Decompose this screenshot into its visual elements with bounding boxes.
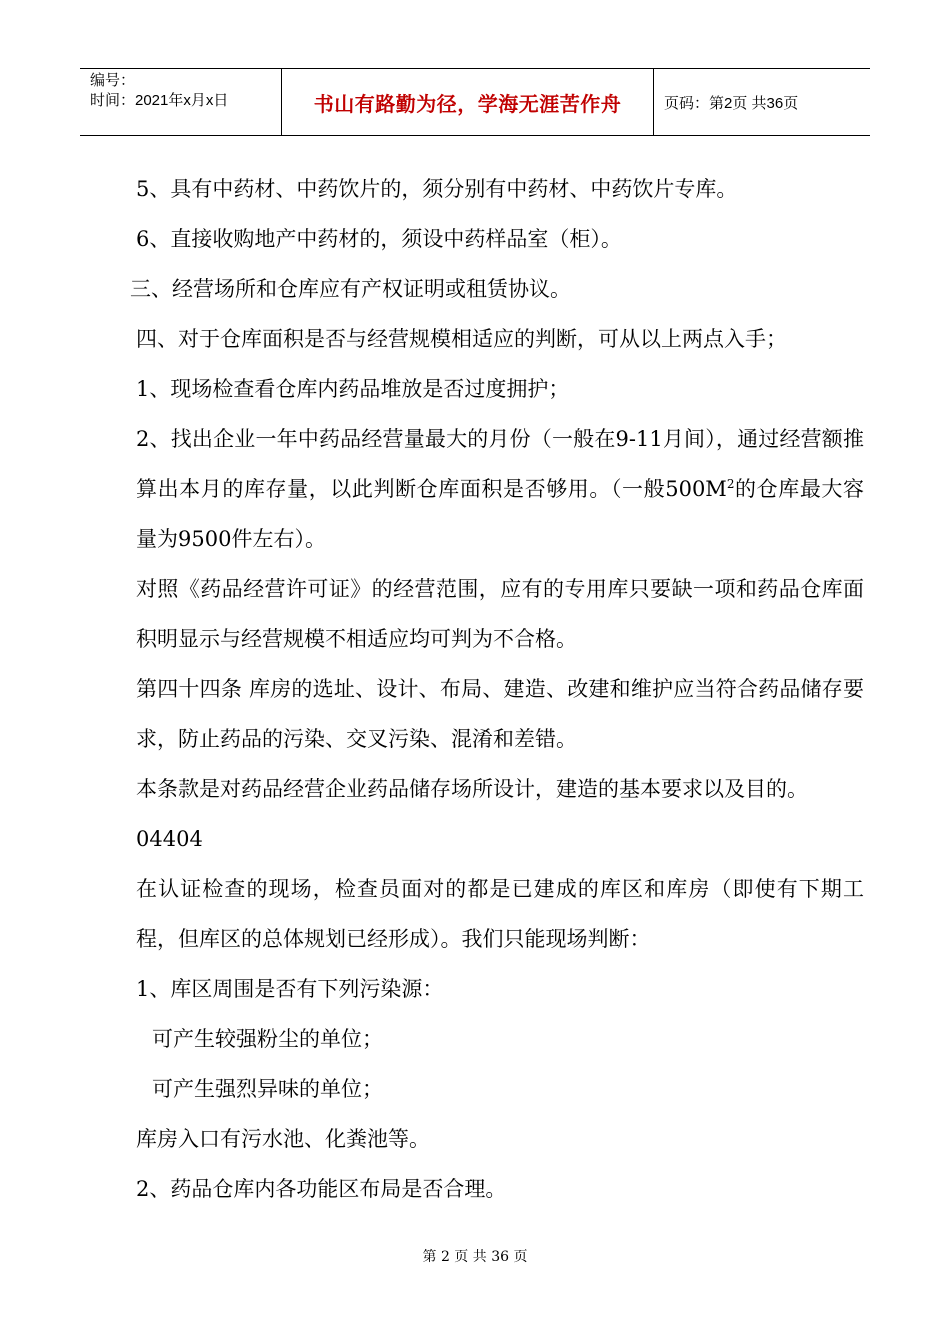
paragraph: 在认证检查的现场，检查员面对的都是已建成的库区和库房（即使有下期工程，但库区的总体规划已经形成）。我们只能现场判断： <box>136 877 864 951</box>
paragraph: 5、具有中药材、中药饮片的，须分别有中药材、中药饮片专库。 <box>136 177 738 201</box>
document-header <box>80 68 870 136</box>
paragraph: 四、对于仓库面积是否与经营规模相适应的判断，可从以上两点入手； <box>136 327 787 351</box>
paragraph: 三、经营场所和仓库应有产权证明或租赁协议。 <box>130 277 571 301</box>
date-label: 时间：2021年x月x日 <box>90 92 229 109</box>
paragraph-text: 2、找出企业一年中药品经营量最大的月份（一般在9-11月间），通过经营额推算出本月的库存量，以此判断仓库面积是否够用。（一般500M <box>136 427 864 501</box>
paragraph: 可产生较强粉尘的单位； <box>152 1027 383 1051</box>
paragraph <box>92 414 864 564</box>
paragraph: 第四十四条 库房的选址、设计、布局、建造、改建和维护应当符合药品储存要求，防止药品的污染、交叉污染、混淆和差错。 <box>136 677 864 751</box>
paragraph: 本条款是对药品经营企业药品储存场所设计，建造的基本要求以及目的。 <box>136 777 808 801</box>
paragraph: 1、库区周围是否有下列污染源： <box>136 977 444 1001</box>
paragraph: 04404 <box>136 827 203 851</box>
paragraph: 可产生强烈异味的单位； <box>152 1077 383 1101</box>
document-body <box>92 164 864 1214</box>
page-footer: 第 2 页 共 36 页 <box>422 1249 528 1265</box>
header-page-info: 页码：第2页 共36页 <box>664 94 799 112</box>
superscript: 2 <box>726 477 735 491</box>
paragraph: 2、药品仓库内各功能区布局是否合理。 <box>136 1177 507 1201</box>
paragraph: 6、直接收购地产中药材的，须设中药样品室（柜）。 <box>136 227 622 251</box>
serial-number-label: 编号： <box>90 72 136 89</box>
paragraph-text: 的仓库最大容量为9500件左右）。 <box>136 477 865 551</box>
paragraph: 库房入口有污水池、化粪池等。 <box>136 1127 430 1151</box>
paragraph: 1、现场检查看仓库内药品堆放是否过度拥护； <box>136 377 570 401</box>
header-motto: 书山有路勤为径，学海无涯苦作舟 <box>282 69 654 135</box>
paragraph: 对照《药品经营许可证》的经营范围，应有的专用库只要缺一项和药品仓库面积明显示与经营规模不相适应均可判为不合格。 <box>136 577 864 651</box>
header-meta-cell <box>80 69 282 135</box>
